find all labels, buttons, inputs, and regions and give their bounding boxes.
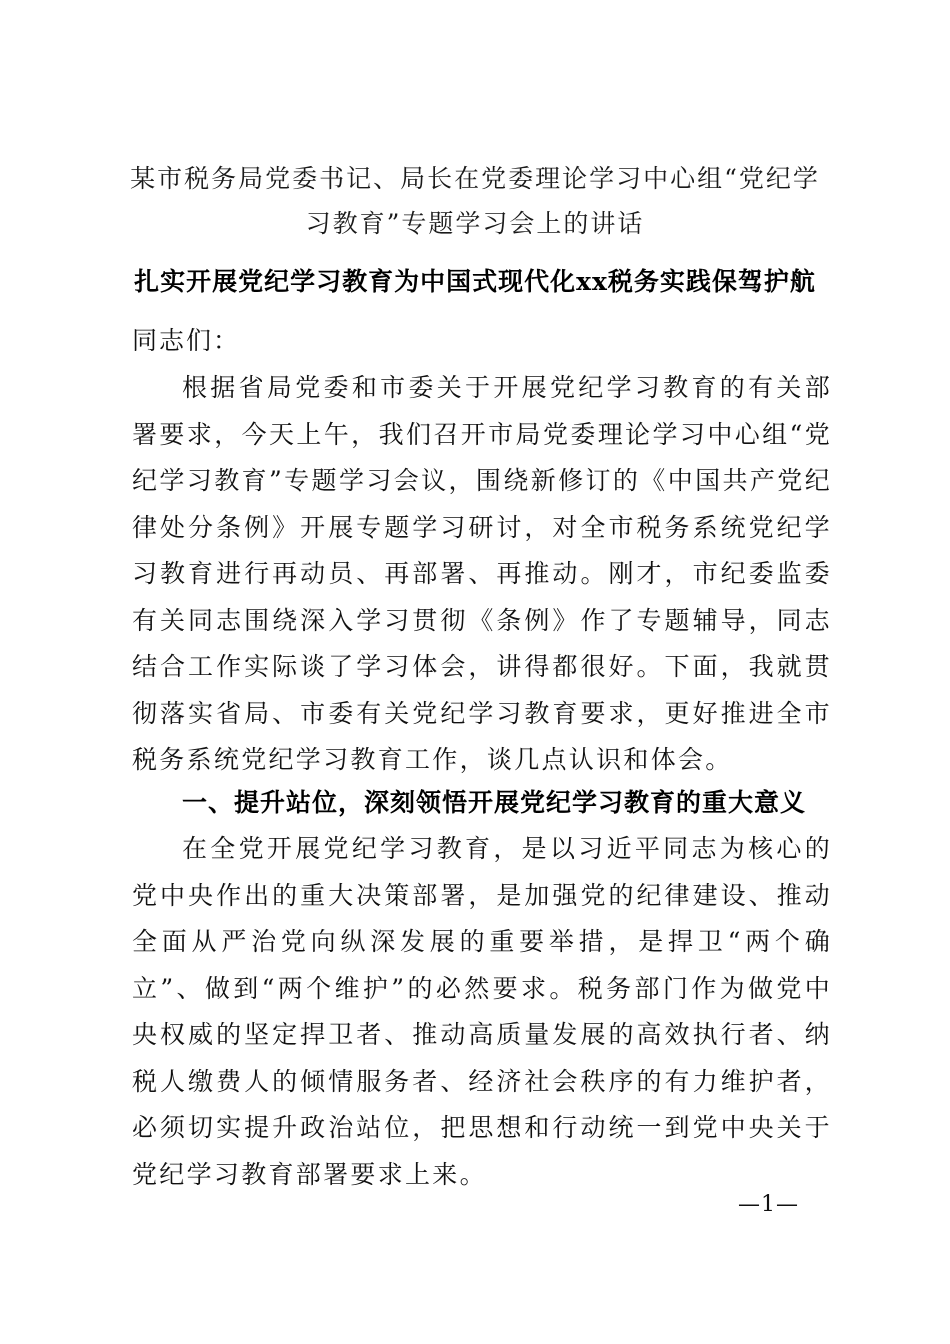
greeting: 同志们： xyxy=(132,326,241,355)
paragraph-section-1: 在全党开展党纪学习教育，是以习近平同志为核心的党中央作出的重大决策部署，是加强党的纪律建设、推动全面从严治党向纵深发展的重要举措，是捍卫“两个确立”、做到“两个维护”的必然要求。税务部门作为做党中央权威的坚定捍卫者、推动高质量发展的高效执行者、纳税人缴费人的倾情服务者、经济社会秩序的有力维护者，必须切实提升政治站位，把思想和行动统一到党中央关于党纪学习教育部署要求上来。 xyxy=(132,834,832,1189)
main-title: 扎实开展党纪学习教育为中国式现代化xx税务实践保驾护航 xyxy=(134,267,816,296)
paragraph-intro: 根据省局党委和市委关于开展党纪学习教育的有关部署要求，今天上午，我们召开市局党委理论学习中心组“党纪学习教育”专题学习会议，围绕新修订的《中国共产党纪律处分条例》开展专题学习研讨，对全市税务系统党纪学习教育进行再动员、再部署、再推动。刚才，市纪委监委有关同志围绕深入学习贯彻《条例》作了专题辅导，同志结合工作实际谈了学习体会，讲得都很好。下面，我就贯彻落实省局、市委有关党纪学习教育要求，更好推进全市税务系统党纪学习教育工作，谈几点认识和体会。 xyxy=(132,373,832,774)
speech-subtitle: 某市税务局党委书记、局长在党委理论学习中心组“党纪学习教育”专题学习会上的讲话 xyxy=(130,164,820,238)
section-heading-1: 一、提升站位，深刻领悟开展党纪学习教育的重大意义 xyxy=(182,788,807,817)
page-number: —1— xyxy=(738,1192,799,1217)
